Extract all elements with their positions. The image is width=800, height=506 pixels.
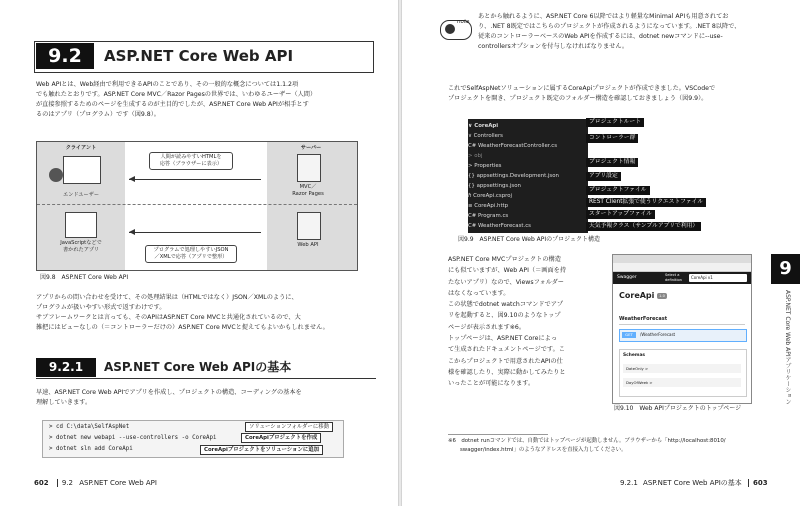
figure-caption: 図9.9 ASP.NET Core Web APIのプロジェクト構造 — [458, 236, 601, 243]
subsection-number: 9.2.1 — [36, 358, 96, 377]
swagger-topbar — [613, 272, 751, 284]
tree-item[interactable]: > obj — [468, 153, 483, 159]
tree-item[interactable]: {} appsettings.Development.json — [468, 173, 559, 179]
arrow-left-icon — [129, 176, 135, 182]
mvc-label: MVC／ Razor Pages — [292, 184, 324, 197]
text-line: 早速、ASP.NET Core Web APIでアプリを作成し、プロジェクトの構造、コーディングの基本を — [36, 389, 302, 396]
annotation-tag: プロジェクトファイル — [586, 186, 650, 195]
note-bullet-icon — [445, 24, 455, 34]
arrow-left-icon — [129, 229, 135, 235]
annotation-tag: REST Client拡張で使うリクエストファイル — [586, 198, 706, 207]
text-line: トップページは、ASP.NET Coreによっ — [448, 335, 558, 343]
endpoint-path: /WeatherForecast — [640, 332, 676, 337]
get-endpoint-row[interactable] — [619, 329, 747, 342]
tree-item[interactable]: {} appsettings.json — [468, 183, 521, 189]
text-line: アプリからの問い合わせを受けて、その処理結果は（HTMLではなく）JSON／XMLのように、 — [36, 294, 298, 301]
text-line: はなくなっています。 — [448, 289, 510, 297]
code-callout: CoreApiプロジェクトを作成 — [241, 433, 321, 443]
schemas-label[interactable]: Schemas — [623, 353, 646, 358]
schema-item[interactable]: DateOnly > — [623, 364, 741, 373]
client-label: クライアント — [65, 145, 97, 151]
text-line: 様を確認したり、実際に動かしてみたりと — [448, 368, 566, 376]
footer-title: ASP.NET Core Web APIの基本 — [643, 479, 742, 487]
intro-paragraph — [36, 80, 366, 120]
note-paragraph — [478, 12, 768, 52]
footer-section: 9.2 — [57, 479, 73, 487]
figure-caption: 図9.8 ASP.NET Core Web API — [40, 274, 129, 281]
text-line: でも触れたとおりです。ASP.NET Core MVC／Razor Pagesの世界では、いわゆるユーザー（人間） — [36, 91, 317, 98]
page-footer — [620, 478, 766, 488]
text-line: り、.NET 8既定ではこちらのプロジェクトが作成されるようになっています。.NET 8以降で、 — [478, 23, 741, 30]
body-paragraph — [36, 293, 372, 333]
schemas-panel — [619, 349, 747, 397]
browser-screenshot — [612, 254, 752, 404]
body-paragraph — [448, 254, 604, 390]
chapter-tab: 9 — [771, 254, 800, 284]
text-line: こからプロジェクトで用意されたAPIの仕 — [448, 357, 563, 365]
annotation-tag: コントローラー群 — [586, 134, 638, 143]
footer-section: 9.2.1 — [620, 479, 638, 487]
annotation-tag: 天気予報クラス（サンプルアプリで利用） — [586, 222, 701, 231]
figure-9-8 — [36, 141, 358, 271]
web-api-label: Web API — [297, 242, 319, 248]
body-paragraph — [36, 388, 372, 408]
annotation-tag: アプリ設定 — [586, 172, 621, 181]
tree-item[interactable]: C# WeatherForecast.cs — [468, 223, 531, 229]
text-line: 理解していきます。 — [36, 399, 92, 406]
text-line: controllersオプションを付与しなければなりません。 — [478, 43, 629, 50]
text-line: が直接参照するためのページを生成するのが主目的でしたが、ASP.NET Core Web APIが相手とす — [36, 101, 309, 108]
vscode-explorer — [468, 119, 588, 233]
section-number: 9.2 — [36, 43, 94, 69]
footnote — [448, 437, 768, 455]
page-number: 602 — [34, 479, 49, 487]
schema-item[interactable]: DayOfWeek > — [623, 378, 741, 387]
tree-item[interactable]: ≡ CoreApi.http — [468, 203, 509, 209]
browser-addressbar — [613, 263, 751, 272]
html-response-bubble: 人間が読みやすいHTMLを 応答（ブラウザーに表示） — [149, 152, 233, 170]
code-callout: ソリューションフォルダーに移動 — [245, 422, 333, 432]
definition-select[interactable]: CoreApi v1 — [689, 274, 747, 282]
swagger-logo: Swagger — [617, 275, 637, 280]
code-line: > dotnet new webapi --use-controllers -o CoreApi — [49, 435, 217, 441]
api-section-header[interactable]: WeatherForecast — [619, 315, 745, 325]
annotation-tag: スタートアップファイル — [586, 210, 655, 219]
note-icon — [440, 20, 472, 40]
server-icon — [297, 212, 321, 240]
text-line: ページが表示されます※6。 — [448, 323, 526, 331]
tree-item[interactable]: C# Program.cs — [468, 213, 509, 219]
text-line: ASP.NET Core MVCプロジェクトの構造 — [448, 256, 561, 263]
user-icon — [49, 168, 63, 182]
end-user-label: エンドユーザー — [62, 192, 100, 198]
text-line: プログラムが扱いやすい形式で返すわけです。 — [36, 304, 166, 311]
tree-item[interactable]: ∨ CoreApi — [468, 123, 499, 129]
version-badge: 1.0 — [657, 293, 667, 299]
server-label: サーバー — [300, 145, 322, 151]
text-line: サブフレームワークとは言っても、そのAPIはASP.NET Core MVCと共通化されているので、大 — [36, 314, 301, 321]
text-line: あとから触れるように、ASP.NET Core 6以降ではより軽量なMinimal APIも用意されてお — [478, 13, 729, 20]
text-line: たないアプリ）なので、Viewsフォルダー — [448, 278, 564, 286]
code-callout: CoreApiプロジェクトをソリューションに追加 — [200, 445, 323, 455]
js-app-label: JavaScriptなどで 書かれたアプリ — [60, 240, 102, 253]
text-line: いったことが可能になります。 — [448, 380, 535, 388]
body-paragraph — [448, 84, 768, 104]
tree-item[interactable]: > Properties — [468, 163, 502, 169]
code-line: > cd C:\data\SelfAspNet — [49, 424, 130, 430]
code-line: > dotnet sln add CoreApi — [49, 446, 133, 452]
right-page — [402, 0, 800, 506]
browser-tabbar — [613, 255, 751, 263]
figure-caption: 図9.10 Web APIプロジェクトのトップページ — [614, 405, 742, 412]
left-page — [0, 0, 398, 506]
annotation-tag: プロジェクトルート — [586, 118, 644, 127]
tree-item[interactable]: C# WeatherForecastController.cs — [468, 143, 558, 149]
note-label: note — [457, 19, 470, 25]
text-line: swagger/index.html」のようなアドレスを直接入力してください。 — [460, 447, 627, 453]
text-line: にも似ていますが、Web API（＝画面を持 — [448, 267, 567, 275]
page-number: 603 — [748, 479, 768, 487]
text-line: 雑把にはビューなしの（＝コントローラーだけの）ASP.NET Core MVCと捉えてもよいかもしれません。 — [36, 324, 329, 331]
section-title: ASP.NET Core Web API — [104, 47, 294, 65]
select-definition-label: Select a definition — [665, 273, 682, 282]
arrow-line — [129, 232, 261, 233]
text-line: この状態でdotnet watchコマンドでアプ — [448, 301, 564, 309]
text-line: るのはアプリ（プログラム）です（図9.8）。 — [36, 111, 160, 118]
text-line: て生成されたドキュメントページです。こ — [448, 346, 565, 354]
annotation-tag: プロジェクト情報 — [586, 158, 638, 167]
divider — [37, 204, 357, 205]
text-line: これでSelfAspNetソリューションに属するCoreApiプロジェクトが作成できました。VSCodeで — [448, 85, 716, 92]
app-window-icon — [65, 212, 97, 238]
subsection-title: ASP.NET Core Web APIの基本 — [104, 360, 292, 374]
text-line: プロジェクトを開き、プロジェクト既定のフォルダー構造を確認しておきましょう（図9.9）。 — [448, 95, 708, 102]
server-icon — [297, 154, 321, 182]
monitor-icon — [63, 156, 101, 184]
tree-item[interactable]: ℏ CoreApi.csproj — [468, 193, 513, 199]
http-method-badge: GET — [622, 332, 636, 338]
text-line: Web APIとは、Web経由で利用できるAPIのことであり、その一般的な概念については1.1.2項 — [36, 81, 299, 88]
arrow-line — [129, 179, 261, 180]
footer-title: ASP.NET Core Web API — [79, 479, 157, 487]
text-line: 従来のコントローラーベースのWeb APIを作成するには、dotnet newコマンドに--use- — [478, 33, 723, 40]
text-line: リを起動すると、図9.10のようなトップ — [448, 312, 561, 320]
footnote-rule — [448, 434, 548, 435]
text-line: ※6 dotnet runコマンドでは、自動ではトップページが起動しません。ブラウザーから「http://localhost:8010/ — [448, 438, 726, 444]
api-title: CoreApi — [619, 291, 655, 300]
chapter-sidebar-title: ASP.NET Core Web APIアプリケーション — [784, 290, 791, 405]
json-response-bubble: プログラムで処理しやすいJSON ／XMLで応答（アプリで整形） — [145, 245, 237, 263]
tree-item[interactable]: ∨ Controllers — [468, 133, 503, 139]
page-footer — [34, 478, 157, 488]
